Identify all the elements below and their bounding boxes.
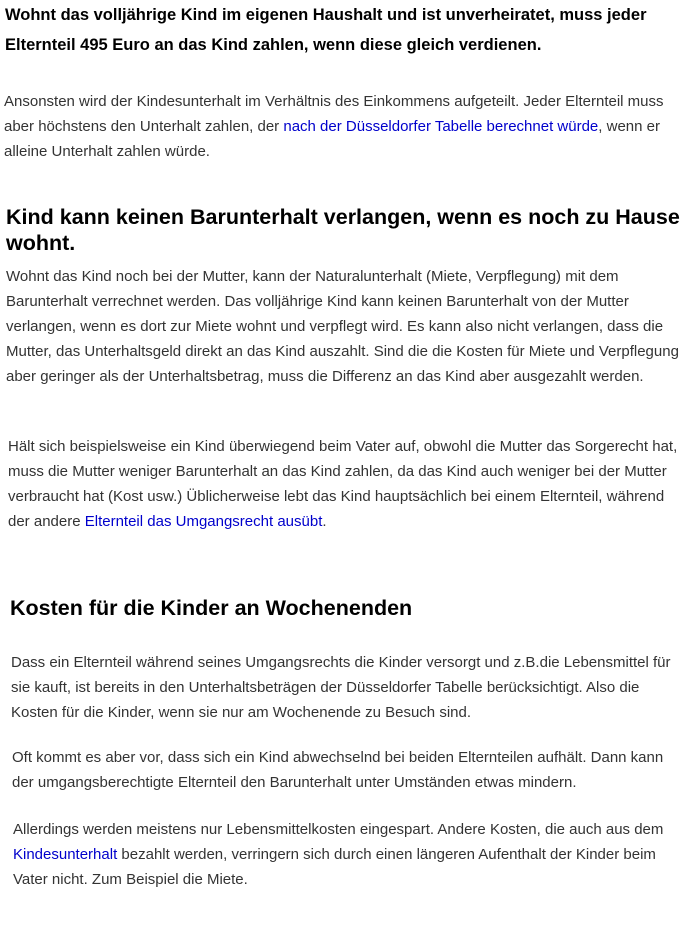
intro-bold-statement: Wohnt das volljährige Kind im eigenen Haushalt und ist unverheiratet, muss jeder Elternteil 495 Euro an das Kind zahlen, wenn diese gleich verdienen. [5,6,647,54]
section1-paragraph-2 [8,434,688,534]
umgangsrecht-link[interactable]: Elternteil das Umgangsrecht ausübt [84,513,323,530]
section1-paragraph-1: Wohnt das Kind noch bei der Mutter, kann der Naturalunterhalt (Miete, Verpflegung) mit dem Barunterhalt verrechnet werden. Das volljährige Kind kann keinen Barunterhalt von der Mutter verlangen, wenn es dort zur Miete wohnt und verpflegt wird. Es kann also nicht verlangen, dass die Mutter, das Unterhaltsgeld direkt an das Kind auszahlt. Sind die die Kosten für Miete und Verpflegung aber geringer als der Unterhaltsbetrag, muss die Differenz an das Kind aber ausgezahlt werden. [6,268,679,385]
section2-paragraph-2: Oft kommt es aber vor, dass sich ein Kind abwechselnd bei beiden Elternteilen aufhält. Dann kann der umgangsberechtigte Elternteil den Barunterhalt unter Umständen etwas mindern. [12,749,664,791]
intro-paragraph-text-a: Ansonsten wird der Kindesunterhalt im Verhältnis des Einkommens aufgeteilt. Jeder Elternteil muss aber höchstens den Unterhalt zahlen, der [4,93,664,135]
intro-paragraph [4,89,688,164]
intro-paragraph-text-b: , wenn er alleine Unterhalt zahlen würde. [4,118,660,160]
duesseldorfer-tabelle-link[interactable]: nach der Düsseldorfer Tabelle berechnet würde [283,118,599,135]
section-heading-wochenenden: Kosten für die Kinder an Wochenenden [10,596,413,620]
kindesunterhalt-link[interactable]: Kindesunterhalt [13,846,118,863]
section2-paragraph-1: Dass ein Elternteil während seines Umgangsrechts die Kinder versorgt und z.B.die Lebensmittel für sie kauft, ist bereits in den Unterhaltsbeträgen der Düsseldorfer Tabelle berücksichtigt. Also die Kosten für die Kinder, wenn sie nur am Wochenende zu Besuch sind. [11,654,671,721]
section2-paragraph-3-text-b: bezahlt werden, verringern sich durch einen längeren Aufenthalt der Kinder beim Vater nicht. Zum Beispiel die Miete. [13,846,656,888]
section2-paragraph-3-text-a: Allerdings werden meistens nur Lebensmittelkosten eingespart. Andere Kosten, die auch aus dem [13,821,664,838]
section1-paragraph-2-text-b: . [322,513,327,530]
section1-paragraph-2-text-a: Hält sich beispielsweise ein Kind überwiegend beim Vater auf, obwohl die Mutter das Sorgerecht hat, muss die Mutter weniger Barunterhalt an das Kind zahlen, da das Kind auch weniger bei der Mutter verbraucht hat (Kost usw.) Üblicherweise lebt das Kind hauptsächlich bei einem Elternteil, während der andere [8,438,678,530]
section-heading-barunterhalt: Kind kann keinen Barunterhalt verlangen, wenn es noch zu Hause wohnt. [6,205,680,255]
section2-paragraph-3 [13,817,689,892]
